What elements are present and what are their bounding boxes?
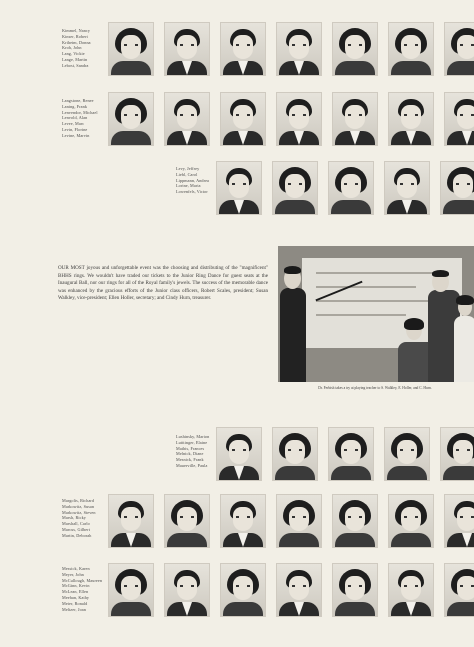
portrait-photo xyxy=(276,494,322,548)
portrait-photo xyxy=(276,92,322,146)
portrait-photo xyxy=(108,92,154,146)
portrait-photo xyxy=(108,563,154,617)
name-line: Kimmel, Nancy xyxy=(62,28,91,33)
name-line: Lutttinger, Elaine xyxy=(176,439,208,445)
portrait-row-5 xyxy=(108,494,474,548)
name-line: Liebl, Carol xyxy=(176,171,198,177)
portrait-row-2 xyxy=(108,92,474,146)
name-line: Lang, Vickie xyxy=(62,51,85,57)
name-line: Messick, Karen xyxy=(62,566,90,571)
ring-dance-story: OUR MOST joyous and unforgettable event was the choosing and distributing of the "magnificent" BHHS rings. We wouldn't have traded our tickets to the Junior Ring Dance for guest seats at the Inaugural Ball, nor our rings for all of the Royal family's jewels. The success of the memorable dance was enhanced by the gracious efforts of the Junior class officers, Robert Scales, president; Susan Walkley, vice-president; Ellen Holler, secretary; and Cindy Hurn, treasurer. xyxy=(58,265,268,302)
names-group-3 xyxy=(176,166,209,195)
name-line: Langstone, Renee xyxy=(62,98,94,103)
name-line: Marsh, Ricky xyxy=(62,515,86,521)
portrait-photo xyxy=(328,161,374,215)
portrait-photo xyxy=(164,494,210,548)
name-line: Meyer, John xyxy=(62,571,84,577)
portrait-photo xyxy=(388,22,434,76)
portrait-photo xyxy=(444,563,474,617)
portrait-photo xyxy=(164,92,210,146)
portrait-photo xyxy=(220,22,266,76)
name-line: Lorine, Maria xyxy=(176,183,201,189)
name-line: McLean, Ellen xyxy=(62,589,89,595)
portrait-photo xyxy=(276,563,322,617)
name-line: Lenvendor, Michael xyxy=(62,109,98,115)
name-line: Levy, Jeffrey xyxy=(176,166,200,171)
name-line: Markowitz, Steven xyxy=(62,509,96,515)
name-line: Lushinsky, Marion xyxy=(176,434,210,439)
names-group-2 xyxy=(62,98,98,139)
portrait-photo xyxy=(440,427,474,481)
name-line: Lebost, Sandra xyxy=(62,62,89,68)
candid-photo xyxy=(278,246,474,382)
name-line: Mathis, Frances xyxy=(176,445,205,451)
name-line: Marshall, Carlo xyxy=(62,521,90,527)
portrait-photo xyxy=(440,161,474,215)
portrait-row-1 xyxy=(108,22,474,76)
photo-caption: Dr. Ferbish takes a try at playing teacher to S. Walkley, E. Holler, and C. Hurn. xyxy=(318,386,432,390)
student-figure xyxy=(454,316,474,382)
name-line: Levine, Marvin xyxy=(62,132,90,138)
portrait-photo xyxy=(444,92,474,146)
portrait-photo xyxy=(108,494,154,548)
portrait-photo xyxy=(108,22,154,76)
portrait-photo xyxy=(444,494,474,548)
name-line: Marcus, Gilbert xyxy=(62,526,91,532)
name-line: Mauerville, Paula xyxy=(176,462,208,468)
name-line: Kroh, John xyxy=(62,45,82,51)
name-line: Lenvold, Alan xyxy=(62,115,88,121)
name-line: Martin, Deborah xyxy=(62,532,92,538)
portrait-photo xyxy=(332,92,378,146)
portrait-photo xyxy=(332,494,378,548)
name-line: Kriheim, Donna xyxy=(62,39,91,45)
name-line: Lippmann, Andrea xyxy=(176,177,209,183)
name-line: Lowenfels, Victor xyxy=(176,189,208,195)
name-line: Meltzer, Joan xyxy=(62,606,86,612)
portrait-photo xyxy=(164,563,210,617)
names-group-4 xyxy=(176,434,209,469)
portrait-photo xyxy=(220,92,266,146)
portrait-photo xyxy=(272,161,318,215)
portrait-photo xyxy=(164,22,210,76)
portrait-photo xyxy=(276,22,322,76)
portrait-photo xyxy=(220,494,266,548)
teacher-figure xyxy=(280,288,306,382)
name-line: Lange, Martin xyxy=(62,56,88,62)
portrait-photo xyxy=(332,563,378,617)
name-line: Margolis, Richard xyxy=(62,498,95,503)
name-line: McGinn, Kevin xyxy=(62,583,90,589)
names-group-5 xyxy=(62,498,96,539)
portrait-row-6 xyxy=(108,563,474,617)
portrait-photo xyxy=(328,427,374,481)
portrait-photo xyxy=(216,427,262,481)
portrait-photo xyxy=(332,22,378,76)
portrait-photo xyxy=(384,161,430,215)
portrait-photo xyxy=(388,563,434,617)
names-group-1 xyxy=(62,28,91,69)
name-line: Laning, Frank xyxy=(62,103,88,109)
name-line: Markowitz, Susan xyxy=(62,503,95,509)
portrait-photo xyxy=(216,161,262,215)
portrait-photo xyxy=(220,563,266,617)
names-group-6 xyxy=(62,566,102,612)
portrait-photo xyxy=(444,22,474,76)
name-line: McCullough, Maureen xyxy=(62,577,103,583)
portrait-photo xyxy=(272,427,318,481)
name-line: Melnick, Diane xyxy=(176,451,204,457)
portrait-photo xyxy=(388,494,434,548)
name-line: Mesnick, Frank xyxy=(176,457,204,463)
name-line: Kinser, Robert xyxy=(62,33,88,39)
portrait-photo xyxy=(388,92,434,146)
portrait-row-3 xyxy=(216,161,474,215)
name-line: Meier, Ronald xyxy=(62,600,88,606)
portrait-photo xyxy=(384,427,430,481)
name-line: Meehan, Kathy xyxy=(62,594,90,600)
name-line: Levin, Florine xyxy=(62,126,88,132)
portrait-row-4 xyxy=(216,427,474,481)
name-line: Levee, Marc xyxy=(62,121,85,127)
